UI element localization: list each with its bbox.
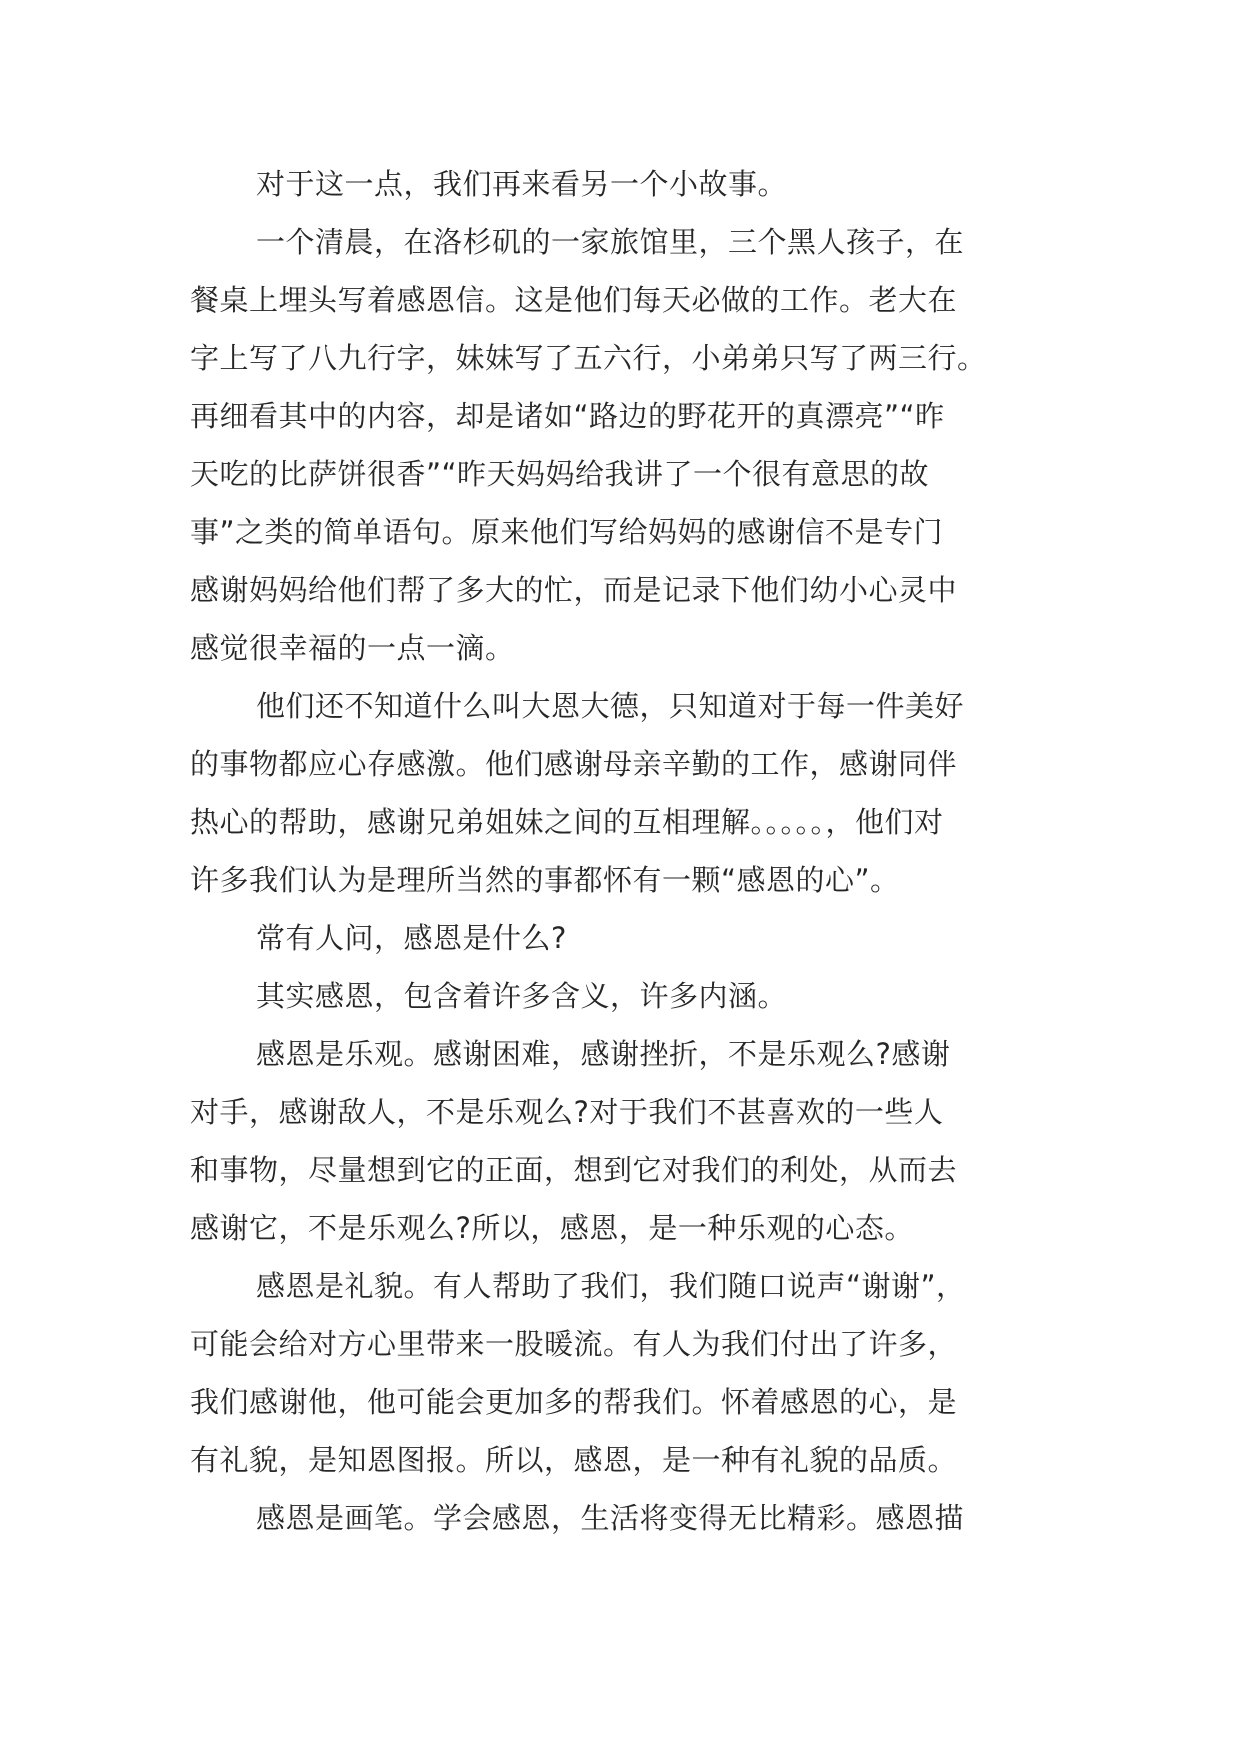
text-line: 餐桌上埋头写着感恩信。这是他们每天必做的工作。老大在 [190,283,958,317]
text-line: 有礼貌，是知恩图报。所以，感恩，是一种有礼貌的品质。 [190,1443,958,1477]
text-line: 和事物，尽量想到它的正面，想到它对我们的利处，从而去 [190,1153,958,1187]
text-line: 再细看其中的内容，却是诸如“路边的野花开的真漂亮”“昨 [190,399,945,433]
text-line: 对于这一点，我们再来看另一个小故事。 [256,167,788,201]
text-line: 他们还不知道什么叫大恩大德，只知道对于每一件美好 [256,689,965,723]
text-line: 感觉很幸福的一点一滴。 [190,631,515,665]
text-line: 我们感谢他，他可能会更加多的帮我们。怀着感恩的心，是 [190,1385,958,1419]
document-body [190,155,1050,1547]
text-line: 感恩是礼貌。有人帮助了我们，我们随口说声“谢谢”， [256,1269,966,1303]
text-line: 常有人问，感恩是什么? [256,921,567,955]
text-line: 感恩是画笔。学会感恩，生活将变得无比精彩。感恩描 [256,1501,965,1535]
text-line: 感恩是乐观。感谢困难，感谢挫折，不是乐观么?感谢 [256,1037,951,1071]
text-line: 许多我们认为是理所当然的事都怀有一颗“感恩的心”。 [190,863,900,897]
text-line: 热心的帮助，感谢兄弟姐妹之间的互相理解。。。。。，他们对 [190,805,944,839]
text-line: 事”之类的简单语句。原来他们写给妈妈的感谢信不是专门 [190,515,944,549]
text-line: 其实感恩，包含着许多含义，许多内涵。 [256,979,788,1013]
text-line: 感谢妈妈给他们帮了多大的忙，而是记录下他们幼小心灵中 [190,573,958,607]
text-line: 感谢它，不是乐观么?所以，感恩，是一种乐观的心态。 [190,1211,914,1245]
text-line: 字上写了八九行字，妹妹写了五六行，小弟弟只写了两三行。 [190,341,987,375]
text-line: 一个清晨，在洛杉矶的一家旅馆里，三个黑人孩子，在 [256,225,965,259]
text-line: 对手，感谢敌人，不是乐观么?对于我们不甚喜欢的一些人 [190,1095,944,1129]
text-line: 天吃的比萨饼很香”“昨天妈妈给我讲了一个很有意思的故 [190,457,930,491]
text-line: 可能会给对方心里带来一股暖流。有人为我们付出了许多， [190,1327,958,1361]
text-line: 的事物都应心存感激。他们感谢母亲辛勤的工作，感谢同伴 [190,747,958,781]
